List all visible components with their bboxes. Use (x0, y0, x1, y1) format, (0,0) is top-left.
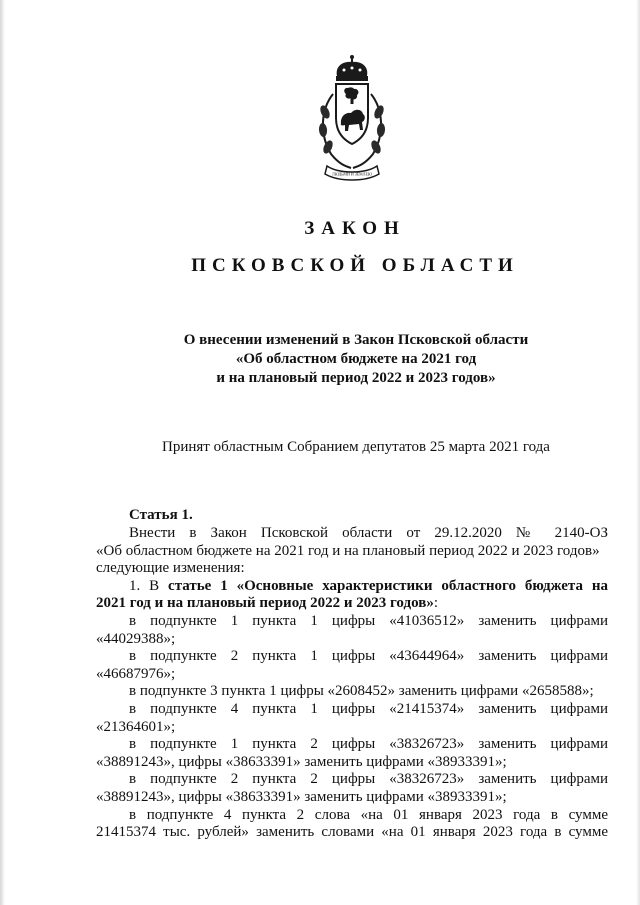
adoption-note: Принят областным Собранием депутатов 25 марта 2021 года (162, 439, 550, 455)
paragraph-line: в подпункте 2 пункта 2 цифры «38326723» заменить цифрами (129, 771, 608, 788)
item1-suffix: : (433, 595, 438, 612)
region-heading: ПСКОВСКОЙ ОБЛАСТИ (191, 255, 519, 276)
paragraph-line: 21415374 тыс. рублей» заменить словами «на 01 января 2023 года в сумме (96, 824, 608, 841)
emblem-motto: ЛЮДЬМИ И ЗЕМЛЕЮ (332, 171, 372, 177)
intro-line: «Об областном бюджете на 2021 год и на плановый период 2022 и 2023 годов» (96, 542, 600, 559)
paragraph-line: в подпункте 1 пункта 2 цифры «38326723» заменить цифрами (129, 736, 608, 753)
law-title-line: О внесении изменений в Закон Псковской области (183, 332, 529, 348)
intro-line: Внести в Закон Псковской области от 29.12.2020 № 2140-ОЗ (129, 525, 608, 541)
item1-bold-text: статье 1 «Основные характеристики областного бюджета на (168, 577, 608, 594)
paragraph-line: в подпункте 1 пункта 1 цифры «41036512» заменить цифрами (129, 612, 608, 629)
article-body (96, 525, 608, 842)
item1-bold-text: 2021 год и на плановый период 2022 и 2023 годов» (96, 595, 434, 612)
article-heading: Статья 1. (129, 507, 193, 523)
item1-line (96, 595, 608, 613)
paragraph-line: «46687976»; (96, 665, 176, 682)
intro-line: следующие изменения: (96, 560, 245, 577)
coat-of-arms-icon (311, 54, 393, 184)
paragraph-line: в подпункте 4 пункта 2 слова «на 01 января 2023 года в сумме (129, 806, 608, 823)
law-title-line: «Об областном бюджете на 2021 год (235, 351, 477, 367)
paragraph-line: в подпункте 4 пункта 1 цифры «21415374» заменить цифрами (129, 700, 608, 717)
item1-line (96, 578, 608, 596)
item1-prefix: 1. В (129, 577, 169, 594)
paragraph-line: «21364601»; (96, 718, 176, 735)
paragraph-line: в подпункте 3 пункта 1 цифры «2608452» заменить цифрами «2658588»; (129, 683, 594, 700)
law-title (100, 331, 612, 388)
document-type-heading: ЗАКОН (304, 218, 406, 239)
scan-edge-right (636, 0, 640, 905)
scan-edge-left (0, 0, 5, 905)
paragraph-line: «38891243», цифры «38633391» заменить цифрами «38933391»; (96, 788, 507, 805)
paragraph-line: в подпункте 2 пункта 1 цифры «43644964» заменить цифрами (129, 648, 608, 665)
law-title-line: и на плановый период 2022 и 2023 годов» (216, 370, 496, 386)
paragraph-line: «38891243», цифры «38633391» заменить цифрами «38933391»; (96, 753, 507, 770)
paragraph-line: «44029388»; (96, 630, 176, 647)
